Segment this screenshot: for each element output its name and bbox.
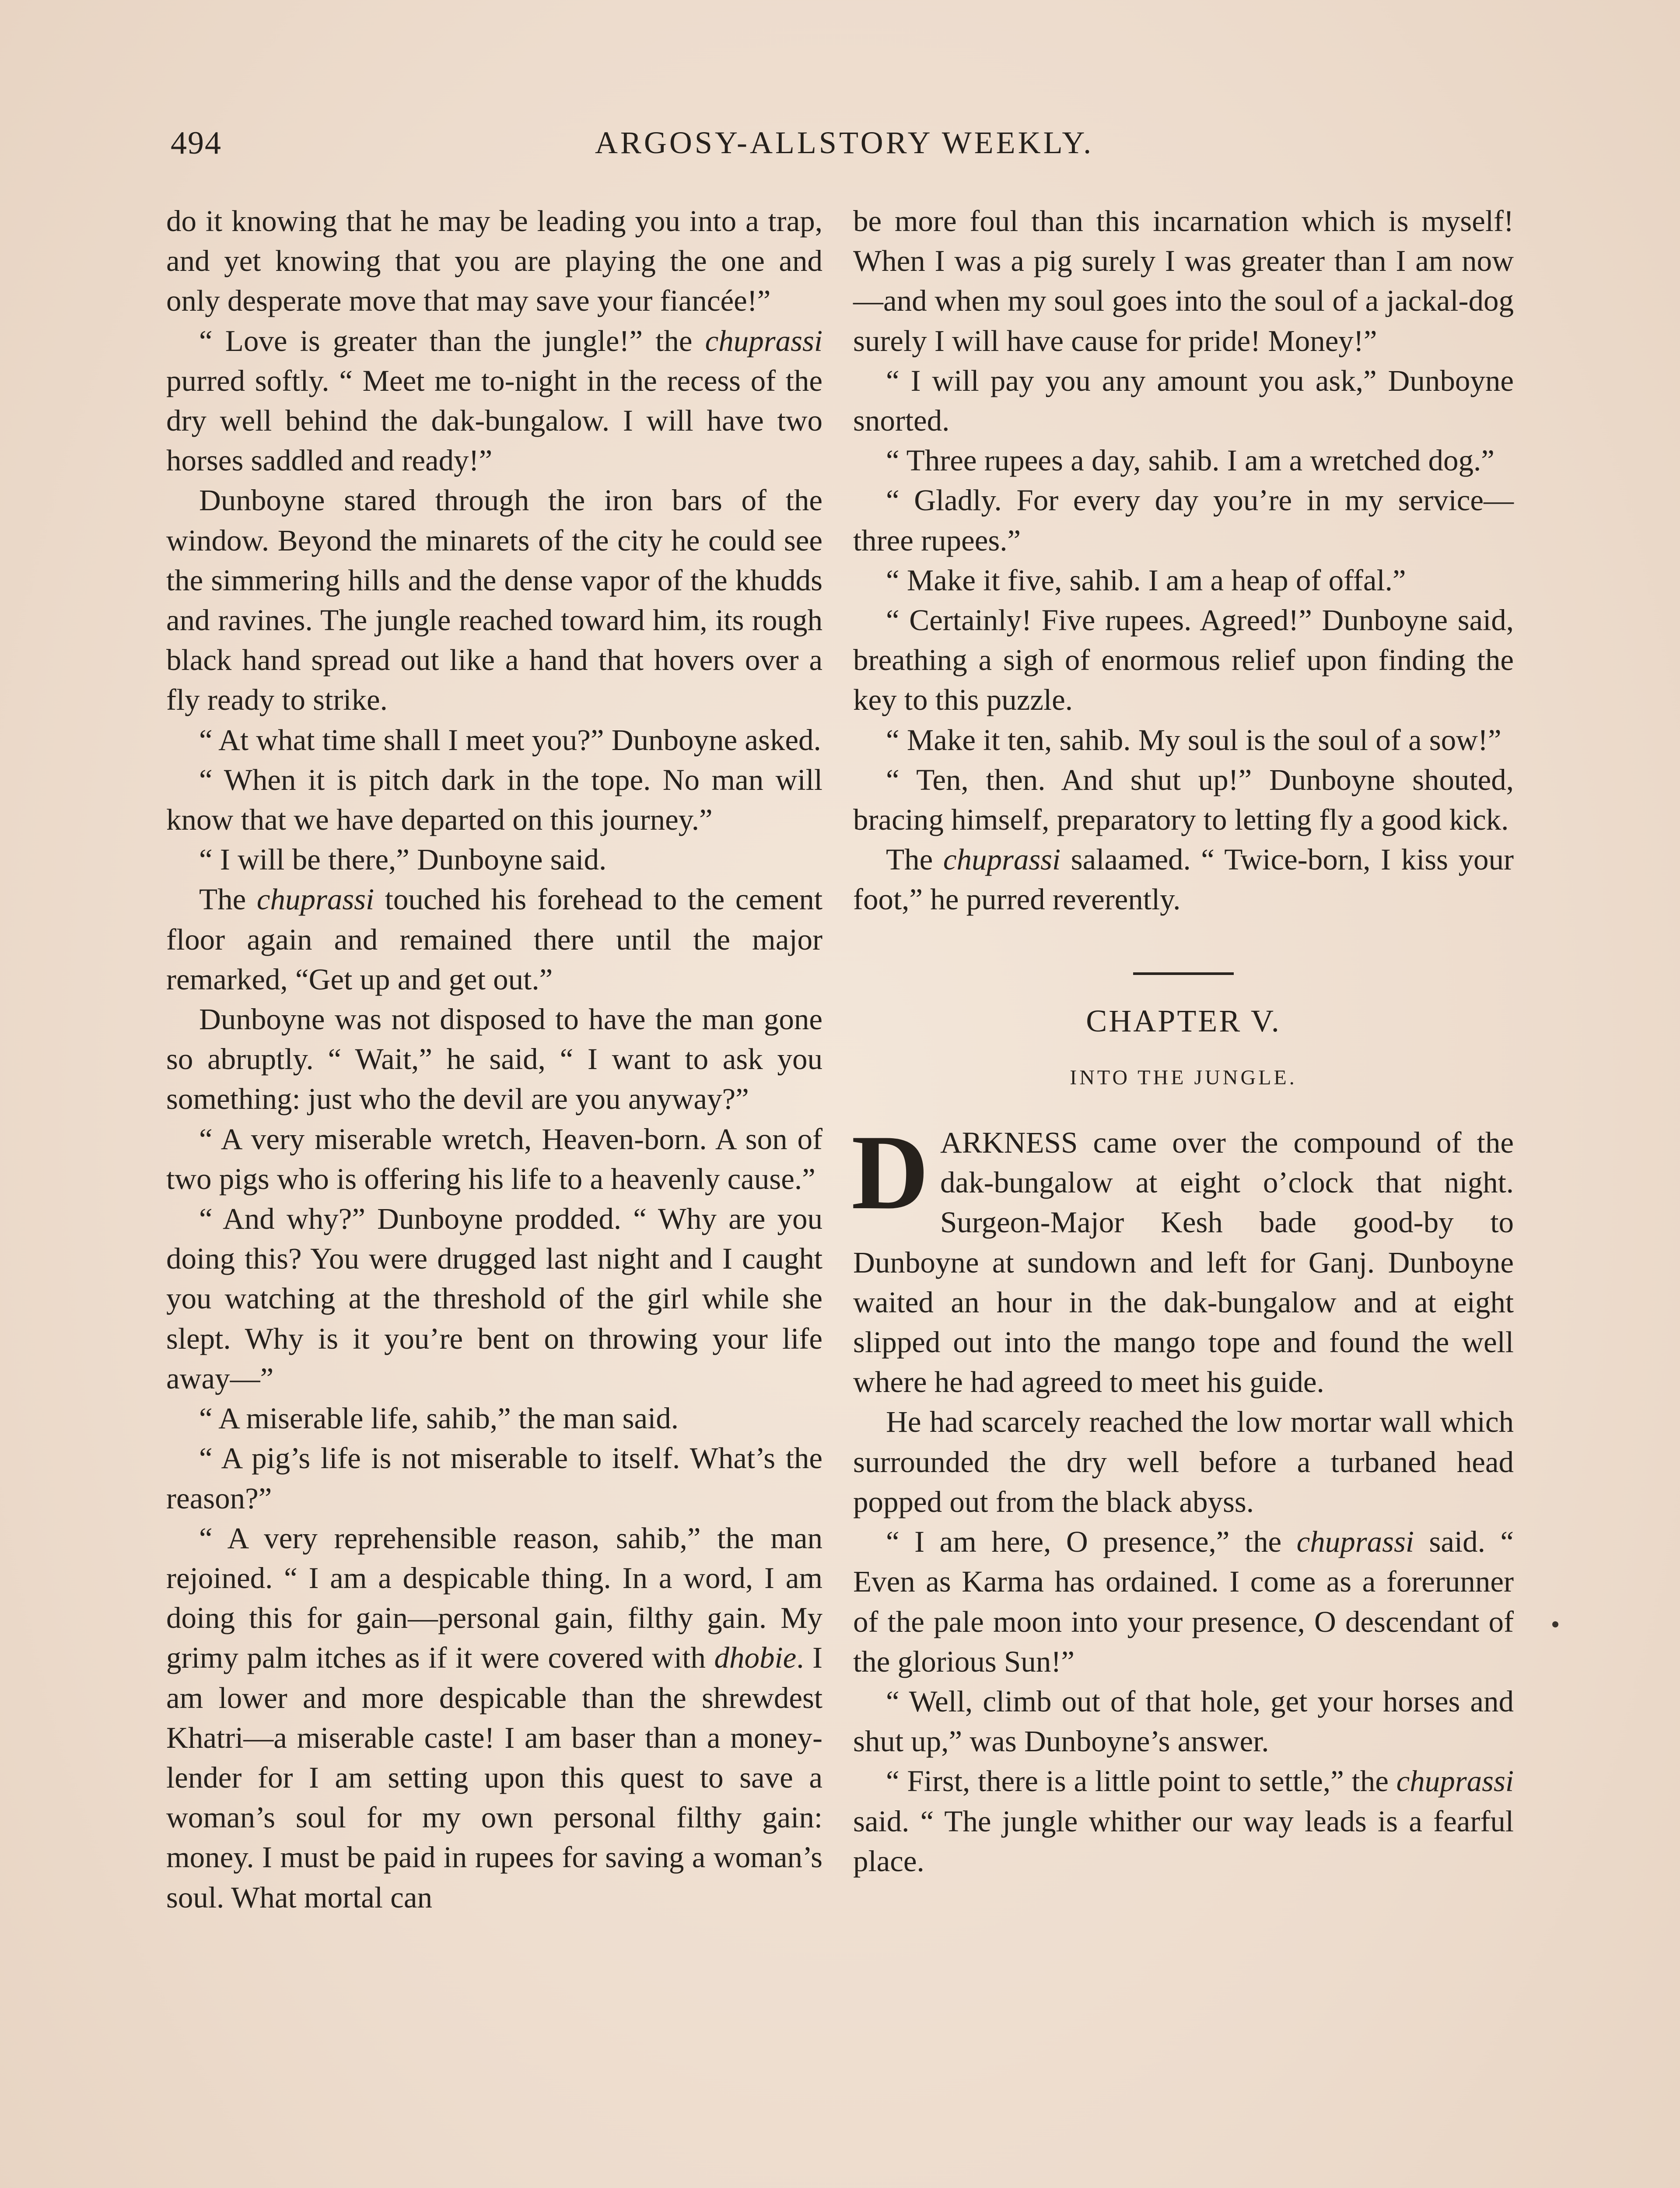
- opening-text: ARKNESS came over the compound of the dak-bungalow at eight o’clock that night. Surgeon-Major Kesh bade good-by to Dunboyne at sundown and left for Ganj. Dunboyne waited an hour in the dak-bungalow and at eight slipped out into the mango tope and found the well where he had agreed to meet his guide.: [853, 1126, 1514, 1399]
- italic-term: chuprassi: [1396, 1764, 1514, 1798]
- paragraph: do it knowing that he may be leading you into a trap, and yet knowing that you are playing the one and only desperate move that may save your fiancée!”: [166, 204, 822, 318]
- italic-term: chuprassi: [1296, 1525, 1414, 1559]
- italic-term: chuprassi: [256, 883, 374, 916]
- paragraph: “ At what time shall I meet you?” Dunboyne asked.: [199, 723, 821, 757]
- paragraph: [853, 1522, 1514, 1682]
- paragraph: be more foul than this incarnation which is myself! When I was a pig surely I was greater than I am now—and when my soul goes into the soul of a jackal-dog surely I will have cause for pride! Money!”: [853, 204, 1514, 358]
- paragraph-text: said. “ The jungle whither our way leads is a fearful place.: [853, 1804, 1514, 1878]
- paragraph: “ A miserable life, sahib,” the man said.: [199, 1402, 679, 1435]
- left-column: [166, 201, 822, 1918]
- paragraph-text: touched his forehead to the cement floor again and remained there until the major remarked, “Get up and get out.”: [166, 883, 822, 996]
- ink-speck: [1552, 1621, 1558, 1627]
- paragraph-text: “ First, there is a little point to settle,” the: [886, 1764, 1396, 1798]
- paragraph: He had scarcely reached the low mortar wall which surrounded the dry well before a turbaned head popped out from the black abyss.: [853, 1405, 1514, 1518]
- paragraph: “ When it is pitch dark in the tope. No man will know that we have departed on this journey.”: [166, 763, 822, 837]
- right-column: [853, 201, 1514, 1881]
- paragraph: [166, 1518, 822, 1918]
- paragraph-text: . I am lower and more despicable than the shrewdest Khatri—a miserable caste! I am baser than a money-lender for I am setting upon this quest to save a woman’s soul for my own personal filthy gain: money. I must be paid in rupees for saving a woman’s soul. What mortal can: [166, 1641, 822, 1914]
- paragraph-text: said. “ Even as Karma has ordained. I come as a forerunner of the pale moon into your presence, O descendant of the glorious Sun!”: [853, 1525, 1514, 1678]
- page-number: 494: [171, 125, 222, 161]
- paragraph: “ Certainly! Five rupees. Agreed!” Dunboyne said, breathing a sigh of enormous relief upon finding the key to this puzzle.: [853, 603, 1514, 717]
- paragraph-text: “ Love is greater than the jungle!” the: [199, 324, 705, 358]
- right-column-bottom: [853, 1402, 1514, 1881]
- section-divider: [1133, 972, 1234, 975]
- paragraph: [853, 1761, 1514, 1881]
- italic-term: chuprassi: [943, 843, 1061, 877]
- drop-cap: D: [851, 1113, 929, 1232]
- paragraph-text: The: [886, 843, 943, 877]
- italic-term: chuprassi: [705, 324, 822, 358]
- paragraph: “ Make it ten, sahib. My soul is the soul of a sow!”: [886, 723, 1502, 757]
- paragraph: “ I will be there,” Dunboyne said.: [199, 843, 607, 877]
- chapter-opening-paragraph: [851, 1113, 1514, 1402]
- running-head: [171, 125, 1518, 168]
- paragraph: [853, 840, 1514, 919]
- paragraph-text: purred softly. “ Meet me to-night in the recess of the dry well behind the dak-bungalow. I will have two horses saddled and ready!”: [166, 364, 822, 477]
- chapter-title: CHAPTER V.: [1086, 1003, 1281, 1038]
- chapter-subtitle: INTO THE JUNGLE.: [1070, 1066, 1297, 1089]
- italic-term: dhobie: [714, 1641, 797, 1675]
- paragraph-text: The: [199, 883, 257, 916]
- paragraph: “ Three rupees a day, sahib. I am a wretched dog.”: [886, 444, 1494, 477]
- paragraph: “ Make it five, sahib. I am a heap of offal.”: [886, 563, 1406, 597]
- paragraph: “ Gladly. For every day you’re in my service—three rupees.”: [853, 484, 1514, 557]
- paragraph-text: “ I am here, O presence,” the: [886, 1525, 1297, 1559]
- paragraph: [166, 321, 822, 481]
- magazine-title: ARGOSY-ALLSTORY WEEKLY.: [595, 125, 1094, 160]
- paragraph: [166, 880, 822, 999]
- paragraph: “ Well, climb out of that hole, get your horses and shut up,” was Dunboyne’s answer.: [853, 1684, 1514, 1758]
- paragraph-text: “ A very reprehensible reason, sahib,” the man rejoined. “ I am a despicable thing. In a word, I am doing this for gain—personal gain, filthy gain. My grimy palm itches as if it were covered with: [166, 1521, 822, 1675]
- paragraph: “ And why?” Dunboyne prodded. “ Why are you doing this? You were drugged last night and I caught you watching at the threshold of the girl while she slept. Why is it you’re bent on throwing your life away—”: [166, 1202, 822, 1395]
- right-column-top: [853, 201, 1514, 920]
- paragraph-text: salaamed. “ Twice-born, I kiss your foot,” he purred reverently.: [853, 843, 1514, 916]
- paragraph: “ A very miserable wretch, Heaven-born. A son of two pigs who is offering his life to a heavenly cause.”: [166, 1122, 822, 1196]
- paragraph: “ Ten, then. And shut up!” Dunboyne shouted, bracing himself, preparatory to letting fly a good kick.: [853, 763, 1514, 837]
- paragraph: Dunboyne was not disposed to have the man gone so abruptly. “ Wait,” he said, “ I want to ask you something: just who the devil are you anyway?”: [166, 1003, 822, 1116]
- paragraph: Dunboyne stared through the iron bars of the window. Beyond the minarets of the city he could see the simmering hills and the dense vapor of the khudds and ravines. The jungle reached toward him, its rough black hand spread out like a hand that hovers over a fly ready to strike.: [166, 484, 822, 717]
- paragraph: “ I will pay you any amount you ask,” Dunboyne snorted.: [853, 364, 1514, 438]
- paragraph: “ A pig’s life is not miserable to itself. What’s the reason?”: [166, 1441, 822, 1515]
